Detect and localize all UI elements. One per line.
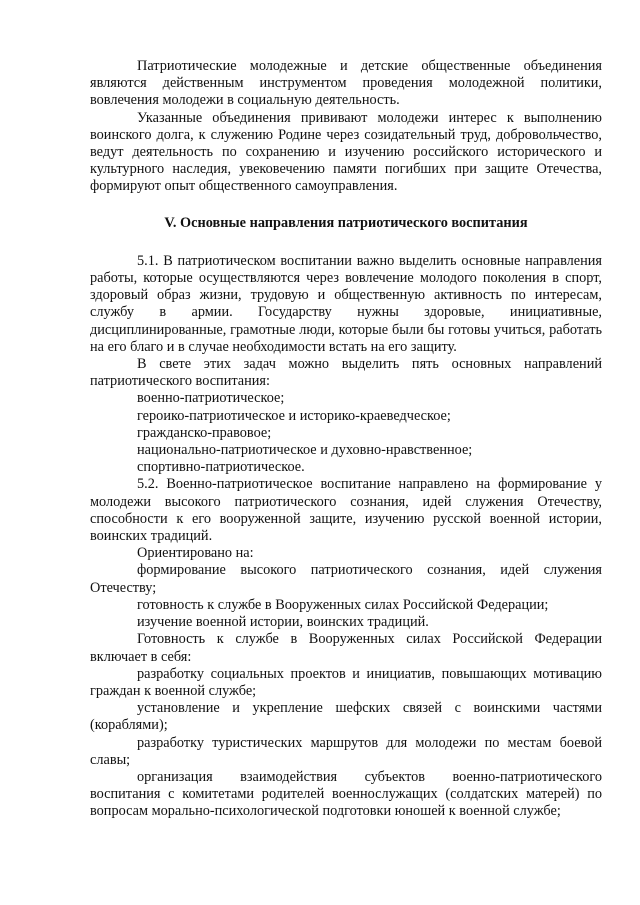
oriented-item: формирование высокого патриотического сознания, идей служения Отечеству; [90,562,602,596]
readiness-item: разработку туристических маршрутов для молодежи по местам боевой славы; [90,734,602,768]
document-page [90,58,602,821]
readiness-item: установление и укрепление шефских связей с воинскими частями (кораблями); [90,700,602,734]
paragraph-five-directions: В свете этих задач можно выделить пять основных направлений патриотического воспитания: [90,356,602,390]
direction-item: национально-патриотическое и духовно-нравственное; [137,442,473,459]
paragraph-5-1: 5.1. В патриотическом воспитании важно выделить основные направления работы, которые осуществляются через вовлечение молодого поколения в спорт, здоровый образ жизни, трудовую и общественную активность по интересам, службу в армии. Государству нужны здоровые, инициативные, дисциплинированные, грамотные люди, которые были бы готовы учиться, работать на его благо и в случае необходимости встать на его защиту. [90,252,602,355]
intro-paragraph-2: Указанные объединения прививают молодежи интерес к выполнению воинского долга, к служению Родине через созидательный труд, добровольчество, ведут деятельность по сохранению и изучению российского исторического и культурного наследия, увековечению памяти погибших при защите Отечества, формируют опыт общественного самоуправления. [90,109,602,195]
oriented-item: готовность к службе в Вооруженных силах Российской Федерации; [137,596,549,613]
direction-item: военно-патриотическое; [137,390,285,407]
section-heading: V. Основные направления патриотического воспитания [164,214,528,231]
paragraph-oriented: Ориентировано на: [137,545,254,562]
paragraph-5-2: 5.2. Военно-патриотическое воспитание направлено на формирование у молодежи высокого патриотического сознания, идей служения Отечеству, способности к его вооруженной защите, изучению русской военной истории, воинских традиций. [90,476,602,545]
direction-item: героико-патриотическое и историко-краеведческое; [137,407,451,424]
direction-item: спортивно-патриотическое. [137,459,305,476]
paragraph-readiness: Готовность к службе в Вооруженных силах Российской Федерации включает в себя: [90,631,602,665]
readiness-item: организация взаимодействия субъектов военно-патриотического воспитания с комитетами родителей военнослужащих (солдатских матерей) по вопросам морально-психологической подготовки юношей к военной службе; [90,768,602,820]
oriented-item: изучение военной истории, воинских традиций. [137,614,429,631]
direction-item: гражданско-правовое; [137,424,272,441]
readiness-item: разработку социальных проектов и инициатив, повышающих мотивацию граждан к военной службе; [90,665,602,699]
intro-paragraph-1: Патриотические молодежные и детские общественные объединения являются действенным инструментом проведения молодежной политики, вовлечения молодежи в социальную деятельность. [90,58,602,109]
